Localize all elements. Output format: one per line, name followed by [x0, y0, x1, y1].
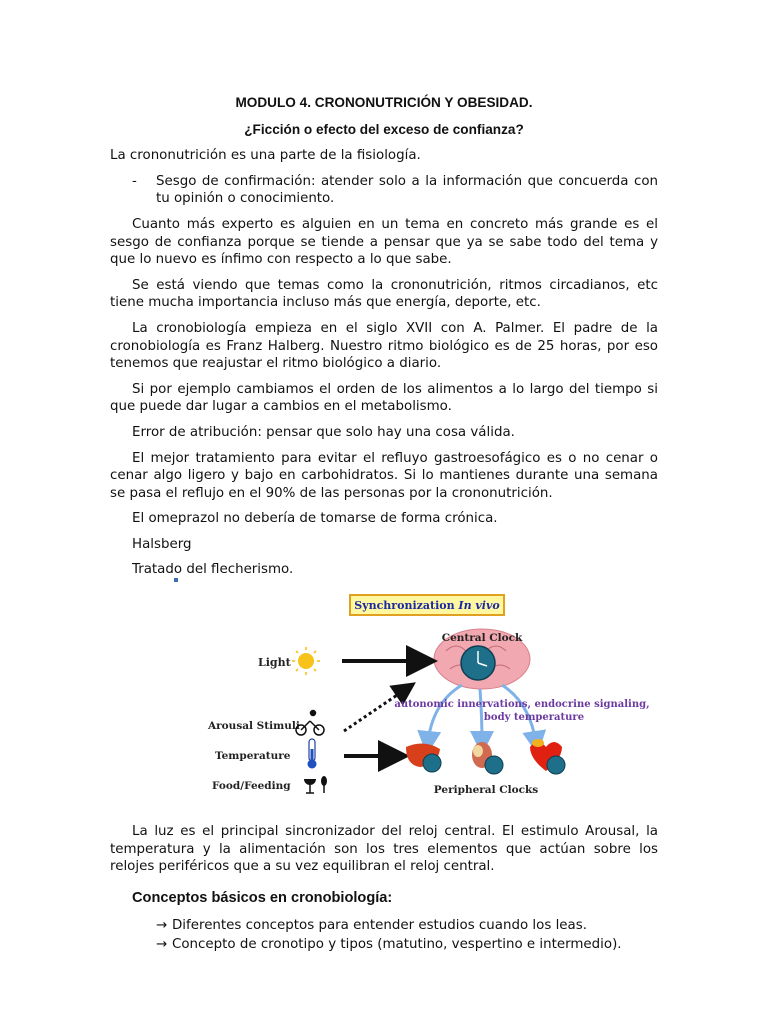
thermometer-icon	[308, 739, 317, 769]
pathway-label-line1: autonomic innervations, endocrine signaling,	[394, 699, 650, 711]
paragraph: El mejor tratamiento para evitar el refluyo gastroesofágico es o no cenar o cenar algo ligero y bajo en carbohidratos. Si lo mantienes durante una semana se pasa el reflujo en el 90% de las personas por la crononutrición.	[110, 450, 658, 501]
heart-icon	[530, 739, 565, 774]
arrow-right-icon: →	[156, 918, 168, 934]
kidney-icon	[472, 742, 503, 774]
list-item	[156, 917, 658, 935]
list-item-text: Sesgo de confirmación: atender solo a la información que concuerda con tu opinión o conocimiento.	[156, 173, 658, 207]
paragraph: El omeprazol no debería de tomarse de forma crónica.	[132, 511, 498, 527]
central-clock-label: Central Clock	[441, 632, 523, 645]
paragraph: Tratado del flecherismo.	[132, 562, 294, 578]
intro-paragraph: La crononutrición es una parte de la fisiología.	[110, 148, 421, 164]
pathway-arrow	[428, 685, 462, 743]
light-label: Light	[258, 656, 291, 670]
food-label: Food/Feeding	[212, 780, 291, 793]
document-body	[110, 94, 658, 955]
dash-marker: -	[132, 173, 137, 189]
arousal-label: Arousal Stimuli	[208, 720, 300, 733]
pathway-label-line2: body temperature	[483, 712, 585, 724]
paragraph: Si por ejemplo cambiamos el orden de los alimentos a lo largo del tiempo si que puede dar lugar a cambios en el metabolismo.	[110, 381, 658, 415]
list-item	[156, 936, 658, 954]
pathway-arrow	[480, 689, 482, 743]
paragraph: La cronobiología empieza en el siglo XVII con A. Palmer. El padre de la cronobiología es Franz Halberg. Nuestro ritmo biológico es de 25 horas, por eso tenemos que reajustar el ritmo biológico a diario.	[110, 320, 658, 372]
temperature-label: Temperature	[215, 750, 291, 763]
list-item	[110, 173, 658, 208]
document-title: MODULO 4. CRONONUTRICIÓN Y OBESIDAD.	[235, 95, 533, 110]
paragraph: Error de atribución: pensar que solo hay una cosa válida.	[132, 424, 515, 440]
section-heading: Conceptos básicos en cronobiología:	[132, 889, 393, 906]
banner-text: Synchronization In vivo	[354, 599, 500, 613]
sun-icon	[298, 653, 314, 669]
cyclist-icon	[296, 711, 324, 736]
synchronization-figure	[110, 593, 658, 823]
list-item-text: Diferentes conceptos para entender estudios cuando los leas.	[172, 918, 587, 934]
paragraph: La luz es el principal sincronizador del reloj central. El estimulo Arousal, la temperatura y la alimentación son los tres elementos que actúan sobre los relojes periféricos que a su vez equilibran el reloj central.	[110, 824, 658, 875]
document-subtitle: ¿Ficción o efecto del exceso de confianza?	[244, 121, 524, 137]
arrow-right-icon: →	[156, 937, 168, 953]
paragraph: Se está viendo que temas como la crononutrición, ritmos circadianos, etc tiene mucha importancia incluso más que energía, deporte, etc.	[110, 277, 658, 311]
arousal-arrow	[344, 689, 406, 731]
peripheral-clocks-label: Peripheral Clocks	[433, 784, 539, 797]
paragraph: Cuanto más experto es alguien en un tema en concreto más grande es el sesgo de confianza porque se tiende a pensar que ya se sabe todo del tema y que lo nuevo es ínfimo con respecto a lo que sabe.	[110, 216, 658, 268]
food-icon	[304, 776, 327, 793]
synchronization-diagram	[110, 593, 658, 823]
paragraph: Halsberg	[132, 536, 192, 552]
list-item-text: Concepto de cronotipo y tipos (matutino, vespertino e intermedio).	[172, 937, 622, 953]
liver-icon	[406, 744, 441, 773]
